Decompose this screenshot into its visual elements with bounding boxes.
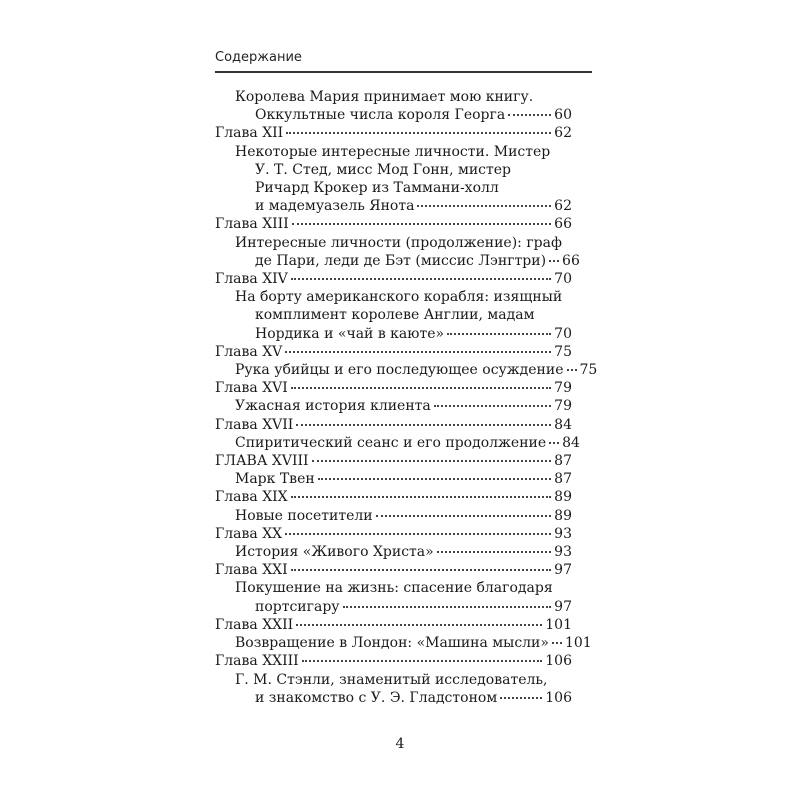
toc-page-number: 66: [554, 216, 572, 233]
toc-entry-text: портсигару: [255, 598, 340, 615]
toc-chapter-row: [215, 525, 572, 543]
toc-entry-text: Ричард Крокер из Таммани-холл: [255, 180, 499, 197]
toc-entry-text: и знакомство с У. Э. Гладстоном: [255, 689, 498, 706]
dot-leader: [318, 477, 551, 480]
toc-page-number: 89: [554, 507, 572, 524]
toc-entry-row: [215, 361, 598, 379]
dot-leader: [434, 404, 551, 407]
dot-leader: [285, 350, 551, 353]
toc-page-number: 106: [545, 653, 572, 670]
toc-chapter-row: [215, 452, 572, 470]
toc-page-number: 87: [554, 453, 572, 470]
toc-page-number: 84: [562, 434, 580, 451]
toc-page-number: 60: [554, 107, 572, 124]
toc-page-number: 93: [554, 525, 572, 542]
toc-entry-row: [215, 434, 580, 452]
toc-entry-text: Возвращение в Лондон: «Машина мысли»: [235, 635, 549, 652]
toc-page-number: 75: [554, 343, 572, 360]
toc-entry-text: Глава XII: [215, 125, 284, 142]
toc-entry-text: Марк Твен: [235, 471, 315, 488]
toc-entry-text: У. Т. Стед, мисс Мод Гонн, мистер: [255, 161, 512, 178]
toc-entry-row: [215, 234, 572, 252]
header-rule: [215, 71, 592, 73]
toc-page-number: 87: [554, 471, 572, 488]
toc-chapter-row: [215, 616, 572, 634]
toc-page-number: 97: [554, 562, 572, 579]
toc-entry-text: Г. М. Стэнли, знаменитый исследователь,: [235, 671, 548, 688]
toc-page-number: 70: [554, 271, 572, 288]
toc-entry-text: Глава XIV: [215, 271, 288, 288]
toc-entry-row: [215, 288, 572, 306]
dot-leader: [437, 550, 551, 553]
dot-leader: [286, 131, 551, 134]
toc-entry-row: [215, 88, 572, 106]
dot-leader: [552, 641, 562, 644]
dot-leader: [292, 222, 551, 225]
toc-chapter-row: [215, 343, 572, 361]
dot-leader: [417, 204, 551, 207]
toc-entry-row: [215, 543, 572, 561]
toc-entry-text: Глава XX: [215, 525, 283, 542]
toc-entry-text: Глава XVII: [215, 416, 294, 433]
dot-leader: [343, 605, 552, 608]
dot-leader: [291, 568, 552, 571]
toc-entry-row: [215, 179, 572, 197]
toc-entry-row: [215, 507, 572, 525]
toc-entry-row: [215, 579, 572, 597]
toc-entry-row: [215, 397, 572, 415]
toc-entry-text: Рука убийцы и его последующее осуждение: [235, 362, 564, 379]
toc-entry-text: Глава XV: [215, 343, 283, 360]
toc-page-number: 62: [554, 198, 572, 215]
dot-leader: [500, 696, 542, 699]
toc-chapter-row: [215, 379, 572, 397]
toc-entry-text: Оккультные числа короля Георга: [255, 107, 506, 124]
dot-leader: [296, 423, 551, 426]
toc-entry-row: [215, 143, 572, 161]
dot-leader: [376, 514, 552, 517]
page-number: 4: [395, 736, 405, 752]
toc-page-number: 62: [554, 125, 572, 142]
toc-page-number: 66: [562, 252, 580, 269]
dot-leader: [567, 368, 577, 371]
toc-entry-row: [215, 598, 572, 616]
toc-entry-row: [215, 689, 572, 707]
toc-entry-text: Глава XXI: [215, 562, 288, 579]
toc-page-number: 101: [545, 616, 572, 633]
running-head: Содержание: [215, 50, 302, 65]
toc-entry-text: и мадемуазель Янота: [255, 198, 415, 215]
toc-entry-text: Королева Мария принимает мою книгу.: [235, 89, 534, 105]
dot-leader: [447, 332, 551, 335]
toc-page-number: 106: [545, 689, 572, 706]
toc-entry-text: Интересные личности (продолжение): граф: [235, 234, 562, 251]
dot-leader: [549, 259, 559, 262]
toc-entry-text: На борту американского корабля: изящный: [235, 289, 563, 306]
toc-chapter-row: [215, 488, 572, 506]
toc-entry-text: де Пари, леди де Бэт (миссис Лэнгтри): [255, 252, 547, 269]
toc-entry-row: [215, 470, 572, 488]
toc-entry-row: [215, 634, 592, 652]
toc-entry-row: [215, 325, 572, 343]
toc-entry-text: Глава XVI: [215, 380, 288, 397]
toc-chapter-row: [215, 652, 572, 670]
toc-chapter-row: [215, 215, 572, 233]
toc-entry-text: Ужасная история клиента: [235, 398, 431, 415]
toc-chapter-row: [215, 561, 572, 579]
toc-entry-row: [215, 671, 572, 689]
toc-chapter-row: [215, 124, 572, 142]
dot-leader: [302, 659, 543, 662]
toc-entry-text: Покушение на жизнь: спасение благодаря: [235, 580, 553, 597]
toc-entry-row: [215, 106, 572, 124]
toc-chapter-row: [215, 270, 572, 288]
dot-leader: [285, 532, 551, 535]
toc-entry-row: [215, 306, 572, 324]
dot-leader: [291, 495, 552, 498]
toc-page-number: 97: [554, 598, 572, 615]
toc-entry-row: [215, 197, 572, 215]
toc-entry-text: ГЛАВА XVIII: [215, 453, 309, 470]
toc-entry-text: Спиритический сеанс и его продолжение: [235, 434, 547, 451]
toc-entry-text: Глава XXII: [215, 616, 294, 633]
toc-entry-text: Глава XIII: [215, 216, 289, 233]
toc-entry-row: [215, 161, 572, 179]
toc-page-number: 70: [554, 325, 572, 342]
toc-page-number: 79: [554, 398, 572, 415]
toc-page-number: 101: [564, 635, 592, 652]
toc-page-number: 89: [554, 489, 572, 506]
dot-leader: [549, 441, 559, 444]
toc-entry-text: Новые посетители: [235, 507, 373, 524]
dot-leader: [508, 113, 551, 116]
toc-entry-text: Некоторые интересные личности. Мистер: [235, 143, 551, 160]
toc-entry-text: Нордика и «чай в каюте»: [255, 325, 445, 342]
toc-entry-text: Глава XXIII: [215, 653, 299, 670]
toc-page-number: 93: [554, 544, 572, 561]
toc-page-number: 79: [554, 380, 572, 397]
toc-entry-text: История «Живого Христа»: [235, 544, 434, 561]
toc-page-number: 75: [579, 362, 598, 379]
dot-leader: [312, 459, 552, 462]
toc-chapter-row: [215, 416, 572, 434]
table-of-contents: [215, 88, 598, 707]
dot-leader: [291, 386, 551, 389]
toc-entry-text: Глава XIX: [215, 489, 288, 506]
dot-leader: [296, 623, 542, 626]
toc-entry-row: [215, 252, 580, 270]
toc-entry-text: комплимент королеве Англии, мадам: [255, 307, 535, 324]
dot-leader: [291, 277, 551, 280]
toc-page-number: 84: [554, 416, 572, 433]
